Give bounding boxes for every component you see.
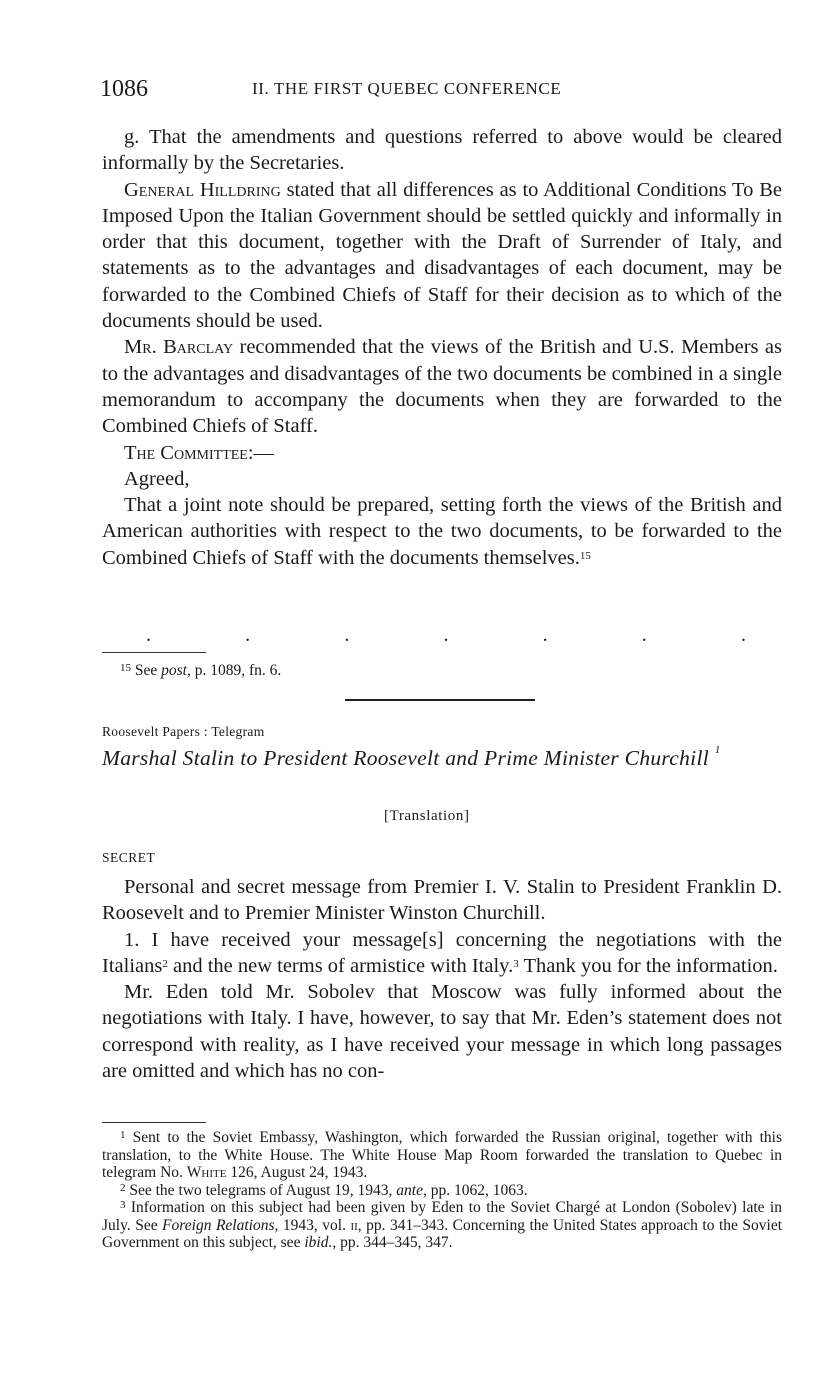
running-title: II. THE FIRST QUEBEC CONFERENCE: [252, 79, 562, 98]
page-header: [100, 76, 784, 106]
footnote-rule: [102, 652, 206, 653]
section-divider: [345, 699, 535, 701]
paragraph-eden: Mr. Eden told Mr. Sobolev that Moscow was fully informed about the negotiations with Italy. I have, however, to say that Mr. Eden’s statement does not correspond with reality, as I have received your message in which long passages are omitted and which has no con-: [102, 981, 782, 1083]
telegram-text: [102, 874, 782, 1084]
document-title: Marshal Stalin to President Roosevelt and Prime Minister Churchill $^1$: [102, 744, 721, 770]
footnote-ref: 1: [714, 744, 721, 756]
footnote-2: $^2$ See the two telegrams of August 19, 1943, ante, pp. 1062, 1063.: [120, 1181, 528, 1199]
ellipsis-row: . . . . . . .: [146, 624, 746, 646]
paragraph-item-g: g. That the amendments and questions referred to above would be cleared informally by the Secretaries.: [102, 126, 782, 175]
paragraph-committee: The Committee:—: [124, 441, 275, 464]
footnote-rule: [102, 1122, 206, 1123]
footnote-ref: 15: [579, 549, 591, 562]
paragraph-agreed: Agreed,: [124, 467, 190, 490]
footnote-1: $^1$ Sent to the Soviet Embassy, Washington, which forwarded the Russian original, together with this translation, to the White House. The White House Map Room forwarded the translation to Quebec in telegram No. White 126, August 24, 1943.: [102, 1129, 782, 1181]
paragraph-barclay: Mr. Barclay recommended that the views of the British and U.S. Members as to the advantages and disadvantages of the two documents be combined in a single memorandum to accompany the documents when they are forwarded to the Combined Chiefs of Staff.: [102, 336, 783, 438]
footnotes-block: [102, 1129, 782, 1252]
footnote-ref: 3: [513, 957, 519, 970]
paragraph-hilldring: General Hilldring stated that all differences as to Additional Conditions To Be Imposed Upon the Italian Government should be settled quickly and informally in order that this document, together with the Draft of Surrender of Italy, and statements as to the advantages and disadvantages of each document, may be forwarded to the Combined Chiefs of Staff for their decision as to which of the documents should be used.: [102, 178, 782, 333]
speaker-name: The Committee: [124, 441, 248, 464]
document-source: Roosevelt Papers : Telegram: [102, 724, 265, 739]
speaker-name: Mr. Barclay: [124, 336, 234, 359]
minutes-text: [102, 124, 782, 571]
speaker-name: General Hilldring: [124, 178, 281, 201]
footnote-3: $^3$ Information on this subject had been given by Eden to the Soviet Chargé at London (Sobolev) late in July. See Foreign Relations, 1943, vol. ii, pp. 341–343. Concerning the United States approach to the Soviet Government on this subject, see ibid., pp. 344–345, 347.: [102, 1199, 783, 1251]
paragraph-intro: Personal and secret message from Premier I. V. Stalin to President Franklin D. Roosevelt and to Premier Minister Winston Churchill.: [102, 876, 782, 925]
translation-label: [Translation]: [384, 808, 470, 824]
footnote-15: $^{15}$ See post, p. 1089, fn. 6.: [120, 662, 282, 679]
classification-label: SECRET: [102, 850, 156, 865]
footnote-ref: 2: [162, 957, 168, 970]
page-number: 1086: [100, 76, 148, 102]
paragraph-joint-note: That a joint note should be prepared, setting forth the views of the British and American authorities with respect to the two documents, to be forwarded to the Combined Chiefs of Staff with the documents themselves.$^{15}$: [102, 494, 782, 569]
paragraph-1: 1. I have received your message[s] concerning the negotiations with the Italians$^2$ and the new terms of armistice with Italy.$^3$ Thank you for the information.: [102, 928, 782, 977]
